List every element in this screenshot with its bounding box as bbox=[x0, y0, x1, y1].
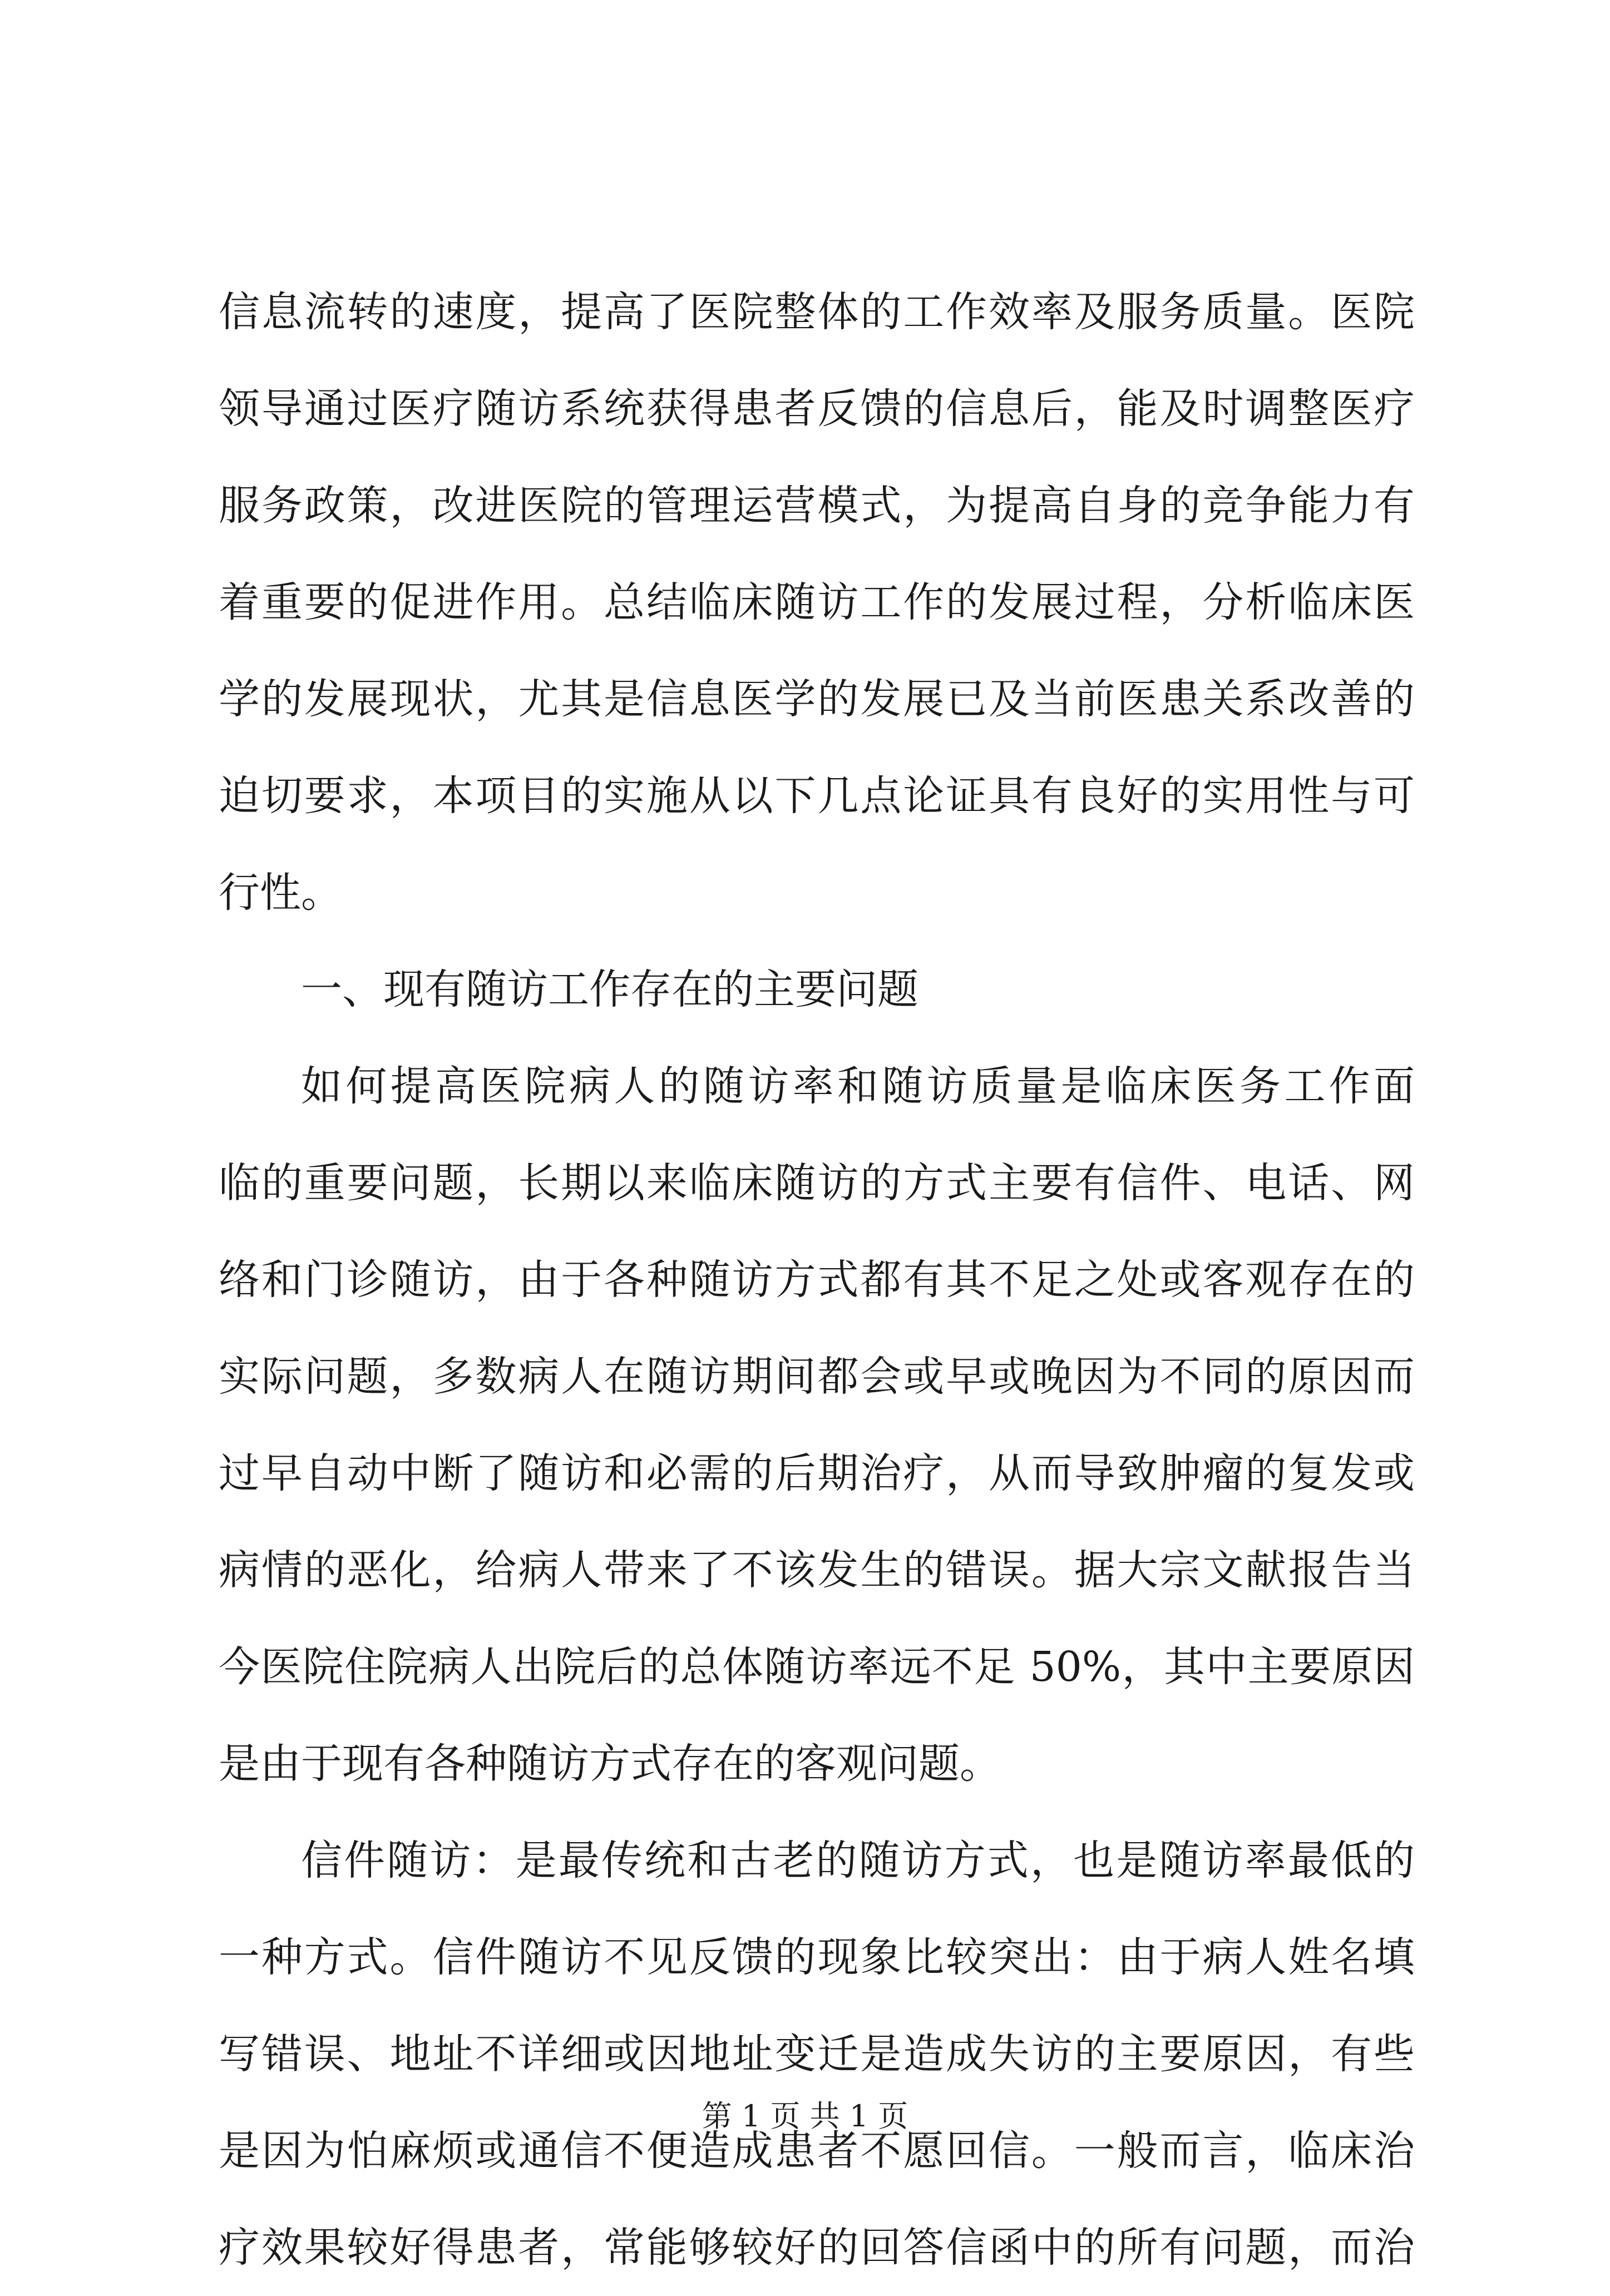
text-line: 是由于现有各种随访方式存在的客观问题。 bbox=[219, 1740, 1001, 1788]
text-line: 迫切要求，本项目的实施从以下几点论证具有良好的实用性与可 bbox=[219, 772, 1415, 820]
text-line: 是因为怕麻烦或通信不便造成患者不愿回信。一般而言，临床治 bbox=[219, 2127, 1415, 2175]
text-line: 病情的恶化，给病人带来了不该发生的错误。据大宗文献报告当 bbox=[219, 1546, 1415, 1594]
text-line: 如何提高医院病人的随访率和随访质量是临床医务工作面 bbox=[301, 1062, 1415, 1110]
text-line: 信件随访：是最传统和古老的随访方式，也是随访率最低的 bbox=[301, 1837, 1415, 1884]
text-line: 临的重要问题，长期以来临床随访的方式主要有信件、电话、网 bbox=[219, 1159, 1415, 1207]
section-heading: 一、现有随访工作存在的主要问题 bbox=[301, 966, 918, 1013]
text-line: 服务政策，改进医院的管理运营模式，为提高自身的竞争能力有 bbox=[219, 482, 1415, 530]
document-body bbox=[219, 264, 1415, 2296]
text-line: 学的发展现状，尤其是信息医学的发展已及当前医患关系改善的 bbox=[219, 675, 1415, 723]
text-line: 络和门诊随访，由于各种随访方式都有其不足之处或客观存在的 bbox=[219, 1256, 1415, 1304]
text-line: 过早自动中断了随访和必需的后期治疗，从而导致肿瘤的复发或 bbox=[219, 1449, 1415, 1497]
text-line: 写错误、地址不详细或因地址变迁是造成失访的主要原因，有些 bbox=[219, 2030, 1415, 2078]
text-line: 行性。 bbox=[219, 869, 342, 917]
text-line: 着重要的促进作用。总结临床随访工作的发展过程，分析临床医 bbox=[219, 578, 1415, 626]
text-line: 今医院住院病人出院后的总体随访率远不足 50%，其中主要原因 bbox=[219, 1643, 1415, 1691]
page-footer bbox=[0, 2097, 1610, 2136]
text-line: 疗效果较好得患者，常能够较好的回答信函中的所有问题，而治 bbox=[219, 2224, 1415, 2272]
text-line: 信息流转的速度，提高了医院整体的工作效率及服务质量。医院 bbox=[219, 288, 1415, 336]
text-line: 一种方式。信件随访不见反馈的现象比较突出：由于病人姓名填 bbox=[219, 1933, 1415, 1981]
text-line: 实际问题，多数病人在随访期间都会或早或晚因为不同的原因而 bbox=[219, 1353, 1415, 1401]
page-number-label: 第 1 页 共 1 页 bbox=[702, 2099, 908, 2134]
text-line: 领导通过医疗随访系统获得患者反馈的信息后，能及时调整医疗 bbox=[219, 385, 1415, 433]
